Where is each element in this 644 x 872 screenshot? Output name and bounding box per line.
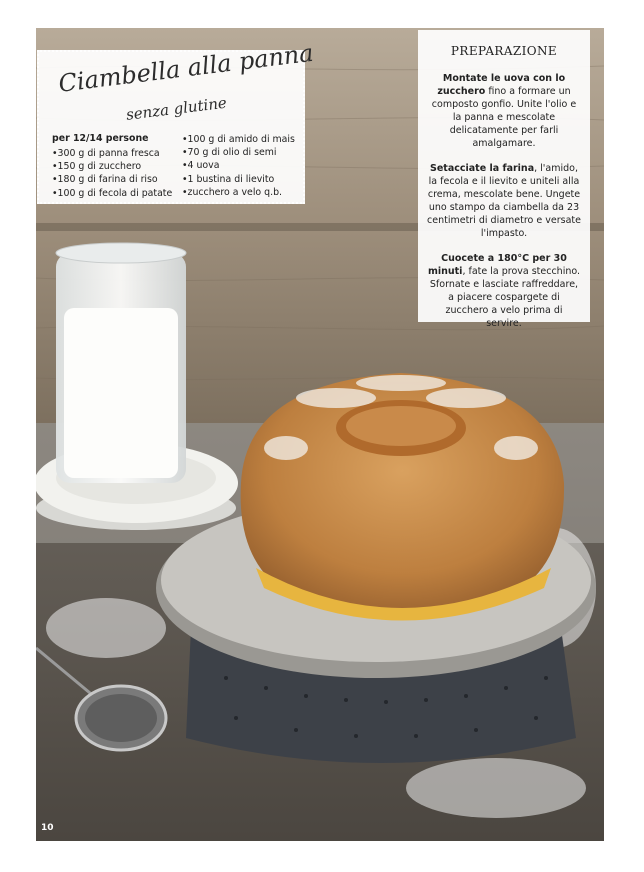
recipe-title: Ciambella alla panna: [57, 38, 315, 98]
ingredient-item: •300 g di panna fresca: [52, 148, 160, 159]
step-highlight: Montate le uova con lo zucchero: [437, 73, 566, 97]
preparation-card: [418, 30, 590, 329]
ingredients-list-right: [182, 133, 295, 199]
ingredient-item: •70 g di olio di semi: [182, 147, 277, 159]
ingredient-item: •4 uova: [182, 160, 220, 172]
ingredient-item: •100 g di fecola di patate: [52, 187, 173, 199]
ingredients-list-left: [52, 147, 172, 200]
preparation-step: [427, 72, 581, 150]
preparation-step: [427, 252, 581, 330]
step-text: fino a formare un composto gonfio. Unite l'olio e la panna e mescolate delicatamente per farli amalgamare.: [431, 86, 577, 149]
recipe-subtitle: senza glutine: [125, 93, 228, 124]
step-highlight: Setacciate la farina: [430, 163, 535, 174]
step-text: , fate la prova stecchino. Sfornate e lasciate raffreddare, a piacere cospargete di zucchero a velo prima di servire.: [429, 266, 581, 329]
ingredient-item: •zucchero a velo q.b.: [182, 186, 282, 198]
page-number: 10: [41, 823, 54, 833]
servings: per 12/14 persone: [52, 133, 149, 144]
step-text: , l'amido, la fecola e il lievito e uniteli alla crema, mescolate bene. Ungete uno stampo da ciambella da 23 centimetri di diametro e versate l'impasto.: [427, 163, 581, 239]
step-highlight: Cuocete a 180°C per 30 minuti: [427, 253, 567, 277]
ingredient-item: •1 bustina di lievito: [182, 173, 275, 185]
recipe-card: [37, 38, 315, 204]
ingredient-item: •180 g di farina di riso: [52, 174, 158, 186]
preparation-title: PREPARAZIONE: [450, 44, 558, 58]
ingredient-item: •150 g di zucchero: [52, 161, 142, 173]
ingredient-item: •100 g di amido di mais: [182, 134, 295, 145]
preparation-step: [427, 162, 581, 240]
